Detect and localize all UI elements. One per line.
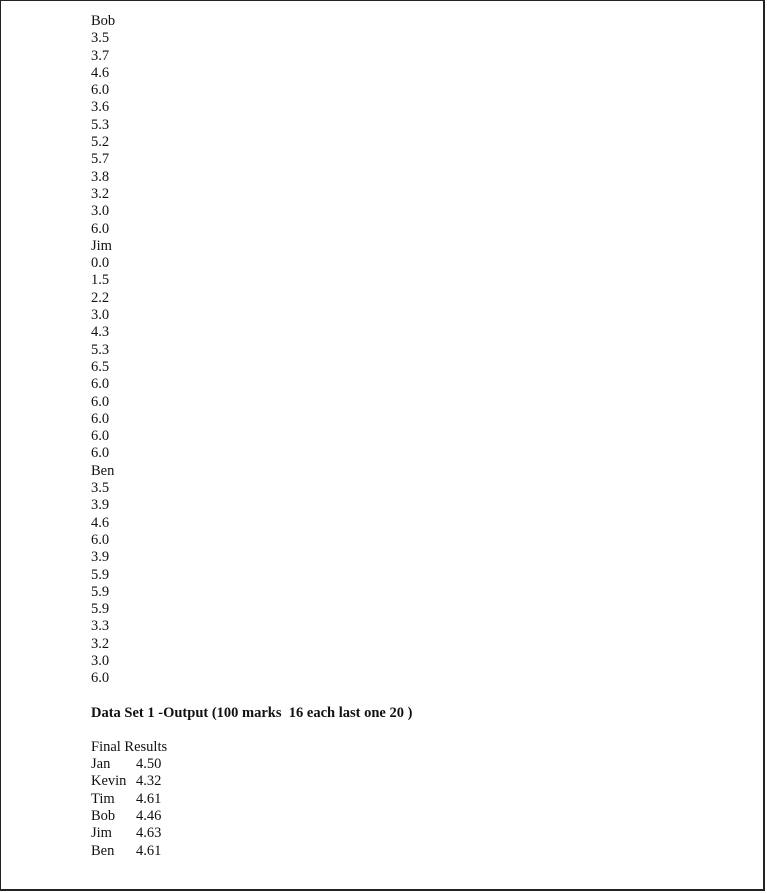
score-line: 5.7: [91, 151, 110, 168]
results-table: [91, 756, 412, 860]
result-score: 4.46: [136, 808, 162, 825]
score-line: 6.0: [91, 428, 110, 445]
result-name: Kevin: [91, 773, 127, 790]
score-line: 3.2: [91, 635, 110, 652]
score-line: 4.6: [91, 64, 110, 81]
score-line: 3.9: [91, 497, 110, 514]
result-row: [91, 825, 412, 842]
result-name: Jim: [91, 825, 112, 842]
output-heading: Data Set 1 -Output (100 marks 16 each last one 20 ): [91, 704, 413, 721]
result-row: [91, 808, 412, 825]
score-line: 6.0: [91, 531, 110, 548]
result-score: 4.61: [136, 790, 162, 807]
score-line: 6.0: [91, 82, 110, 99]
student-name-line: Jim: [91, 237, 112, 254]
result-row: [91, 843, 412, 860]
score-line: 3.5: [91, 30, 110, 47]
score-line: 3.6: [91, 99, 110, 116]
score-line: 5.3: [91, 116, 110, 133]
score-line: 5.9: [91, 601, 110, 618]
score-line: 3.2: [91, 185, 110, 202]
document-content: [91, 13, 412, 860]
result-score: 4.61: [136, 842, 162, 859]
result-name: Ben: [91, 842, 115, 859]
score-line: 6.0: [91, 670, 110, 687]
student-name-line: Ben: [91, 462, 115, 479]
score-line: 3.7: [91, 47, 110, 64]
result-score: 4.50: [136, 756, 162, 773]
score-line: 6.0: [91, 220, 110, 237]
result-score: 4.63: [136, 825, 162, 842]
score-line: 4.6: [91, 514, 110, 531]
score-line: 6.0: [91, 445, 110, 462]
result-score: 4.32: [136, 773, 162, 790]
score-line: 6.0: [91, 410, 110, 427]
input-data-list: [91, 13, 412, 688]
score-line: 5.9: [91, 566, 110, 583]
results-title: Final Results: [91, 738, 168, 755]
score-line: 2.2: [91, 289, 110, 306]
score-line: 5.2: [91, 134, 110, 151]
student-name-line: Bob: [91, 13, 116, 29]
score-line: 6.0: [91, 393, 110, 410]
result-name: Bob: [91, 808, 116, 825]
result-name: Tim: [91, 790, 115, 807]
score-line: 3.5: [91, 480, 110, 497]
result-row: [91, 791, 412, 808]
score-line: 3.0: [91, 203, 110, 220]
score-line: 6.5: [91, 358, 110, 375]
score-line: 3.0: [91, 652, 110, 669]
score-line: 5.9: [91, 583, 110, 600]
result-row: [91, 756, 412, 773]
score-line: 3.3: [91, 618, 110, 635]
score-line: 3.9: [91, 549, 110, 566]
score-line: 3.0: [91, 307, 110, 324]
score-line: 6.0: [91, 376, 110, 393]
score-line: 1.5: [91, 272, 110, 289]
score-line: 0.0: [91, 255, 110, 272]
score-line: 5.3: [91, 341, 110, 358]
result-name: Jan: [91, 756, 111, 773]
score-line: 4.3: [91, 324, 110, 341]
score-line: 3.8: [91, 168, 110, 185]
result-row: [91, 773, 412, 790]
